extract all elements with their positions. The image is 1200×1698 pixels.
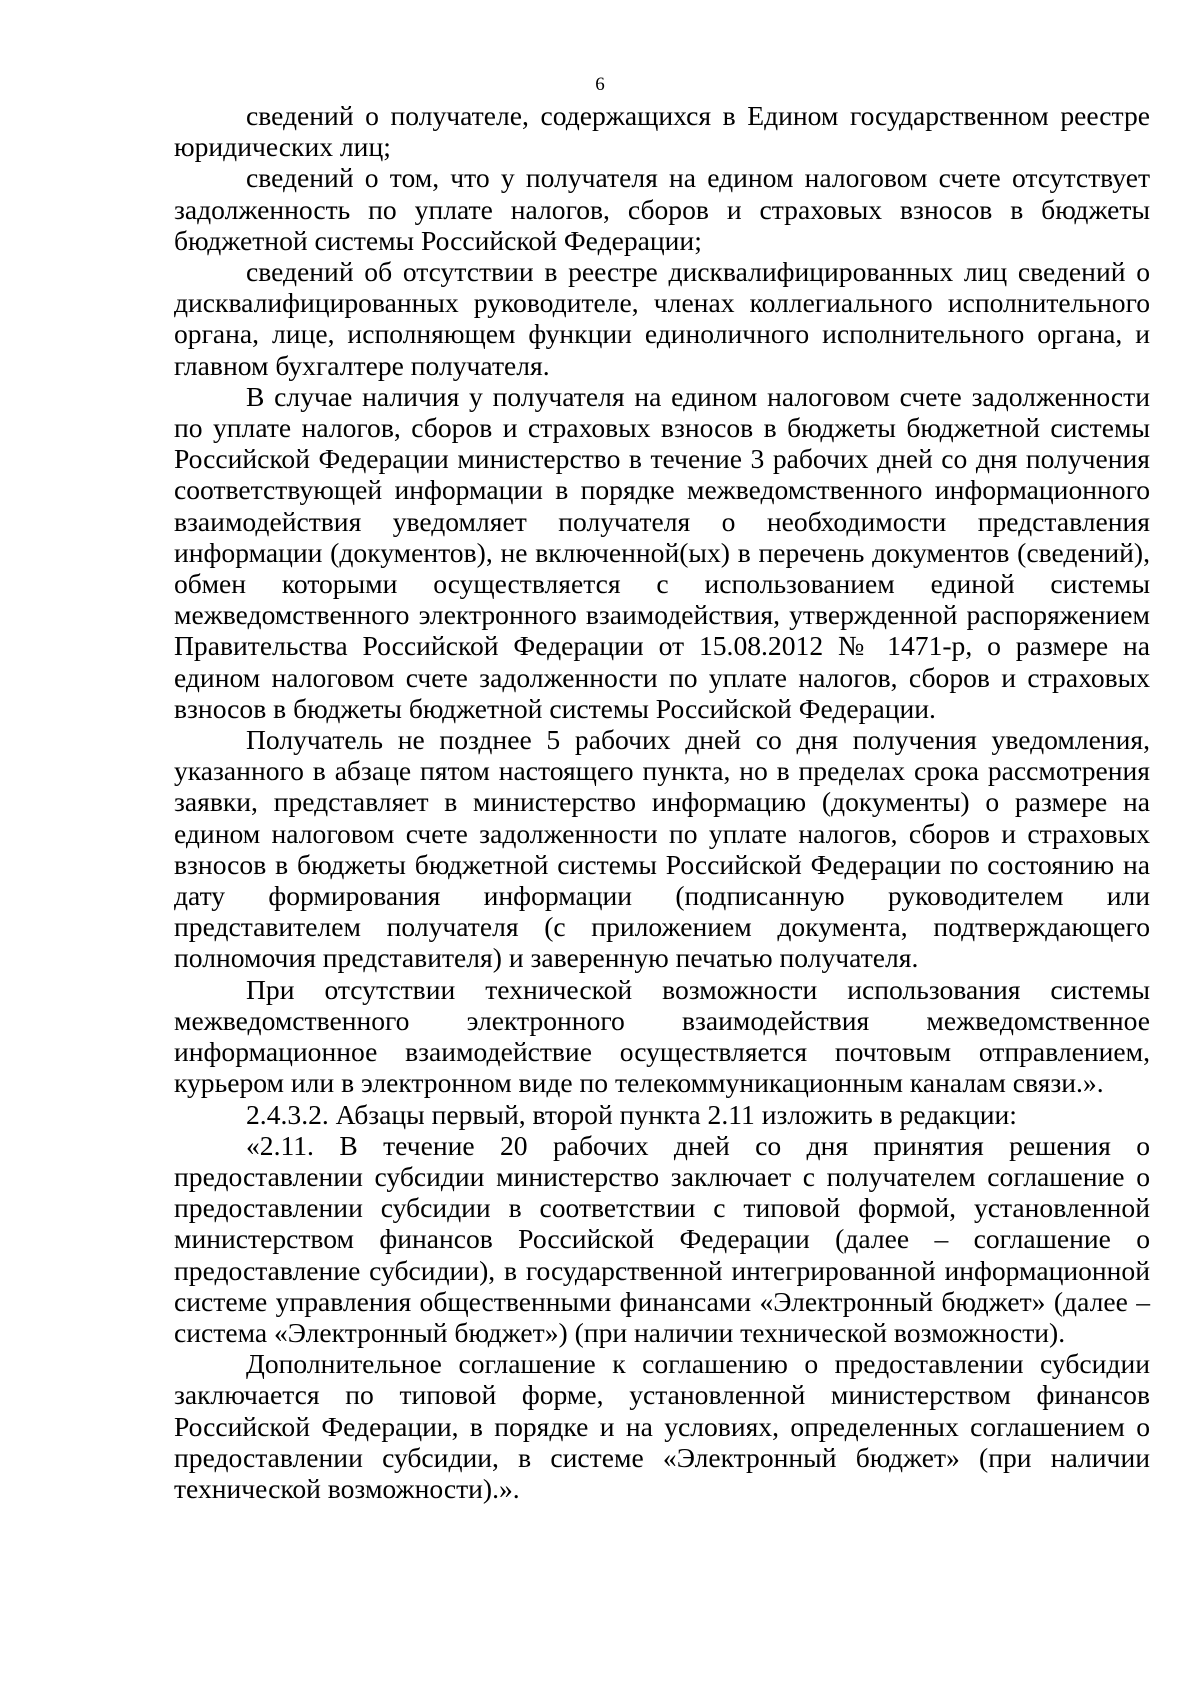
paragraph-no-technical-possibility: При отсутствии технической возможности использования системы межведомственного электронного взаимодействия межведомственное информационное взаимодействие осуществляется почтовым отправлением, курьером или в электронном виде по телекоммуникационным каналам связи.».	[174, 973, 1150, 1099]
paragraph-amendment-2-4-3-2: 2.4.3.2. Абзацы первый, второй пункта 2.11 изложить в редакции:	[246, 1098, 1017, 1130]
paragraph-clause-2-11: «2.11. В течение 20 рабочих дней со дня принятия решения о предоставлении субсидии министерство заключает с получателем соглашение о предоставлении субсидии в соответствии с типовой формой, установленной министерством финансов Российской Федерации (далее – соглашение о предоставление субсидии), в государственной интегрированной информационной системе управления общественными финансами «Электронный бюджет» (далее – система «Электронный бюджет») (при наличии технической возможности).	[174, 1129, 1150, 1348]
document-body	[174, 100, 1150, 1504]
paragraph-additional-agreement: Дополнительное соглашение к соглашению о предоставлении субсидии заключается по типовой форме, установленной министерством финансов Российской Федерации, в порядке и на условиях, определенных соглашением о предоставлении субсидии, в системе «Электронный бюджет» (при наличии технической возможности).».	[174, 1348, 1150, 1504]
paragraph-recipient-submission: Получатель не позднее 5 рабочих дней со дня получения уведомления, указанного в абзаце пятом настоящего пункта, но в пределах срока рассмотрения заявки, представляет в министерство информацию (документы) о размере на едином налоговом счете задолженности по уплате налогов, сборов и страховых взносов в бюджеты бюджетной системы Российской Федерации по состоянию на дату формирования информации (подписанную руководителем или представителем получателя (с приложением документа, подтверждающего полномочия представителя) и заверенную печатью получателя.	[174, 724, 1150, 974]
paragraph-tax-account: сведений о том, что у получателя на едином налоговом счете отсутствует задолженность по уплате налогов, сборов и страховых взносов в бюджеты бюджетной системы Российской Федерации;	[174, 162, 1150, 256]
paragraph-egrul: сведений о получателе, содержащихся в Едином государственном реестре юридических лиц;	[174, 100, 1150, 163]
paragraph-disqualified-registry: сведений об отсутствии в реестре дисквалифицированных лиц сведений о дисквалифицированных руководителе, членах коллегиального исполнительного органа, лице, исполняющем функции единоличного исполнительного органа, и главном бухгалтере получателя.	[174, 256, 1150, 381]
paragraph-debt-notification: В случае наличия у получателя на едином налоговом счете задолженности по уплате налогов, сборов и страховых взносов в бюджеты бюджетной системы Российской Федерации министерство в течение 3 рабочих дней со дня получения соответствующей информации в порядке межведомственного информационного взаимодействия уведомляет получателя о необходимости представления информации (документов), не включенной(ых) в перечень документов (сведений), обмен которыми осуществляется с использованием единой системы межведомственного электронного взаимодействия, утвержденной распоряжением Правительства Российской Федерации от 15.08.2012 № 1471-р, о размере на едином налоговом счете задолженности по уплате налогов, сборов и страховых взносов в бюджеты бюджетной системы Российской Федерации.	[174, 380, 1150, 724]
page-number: 6	[595, 74, 605, 95]
